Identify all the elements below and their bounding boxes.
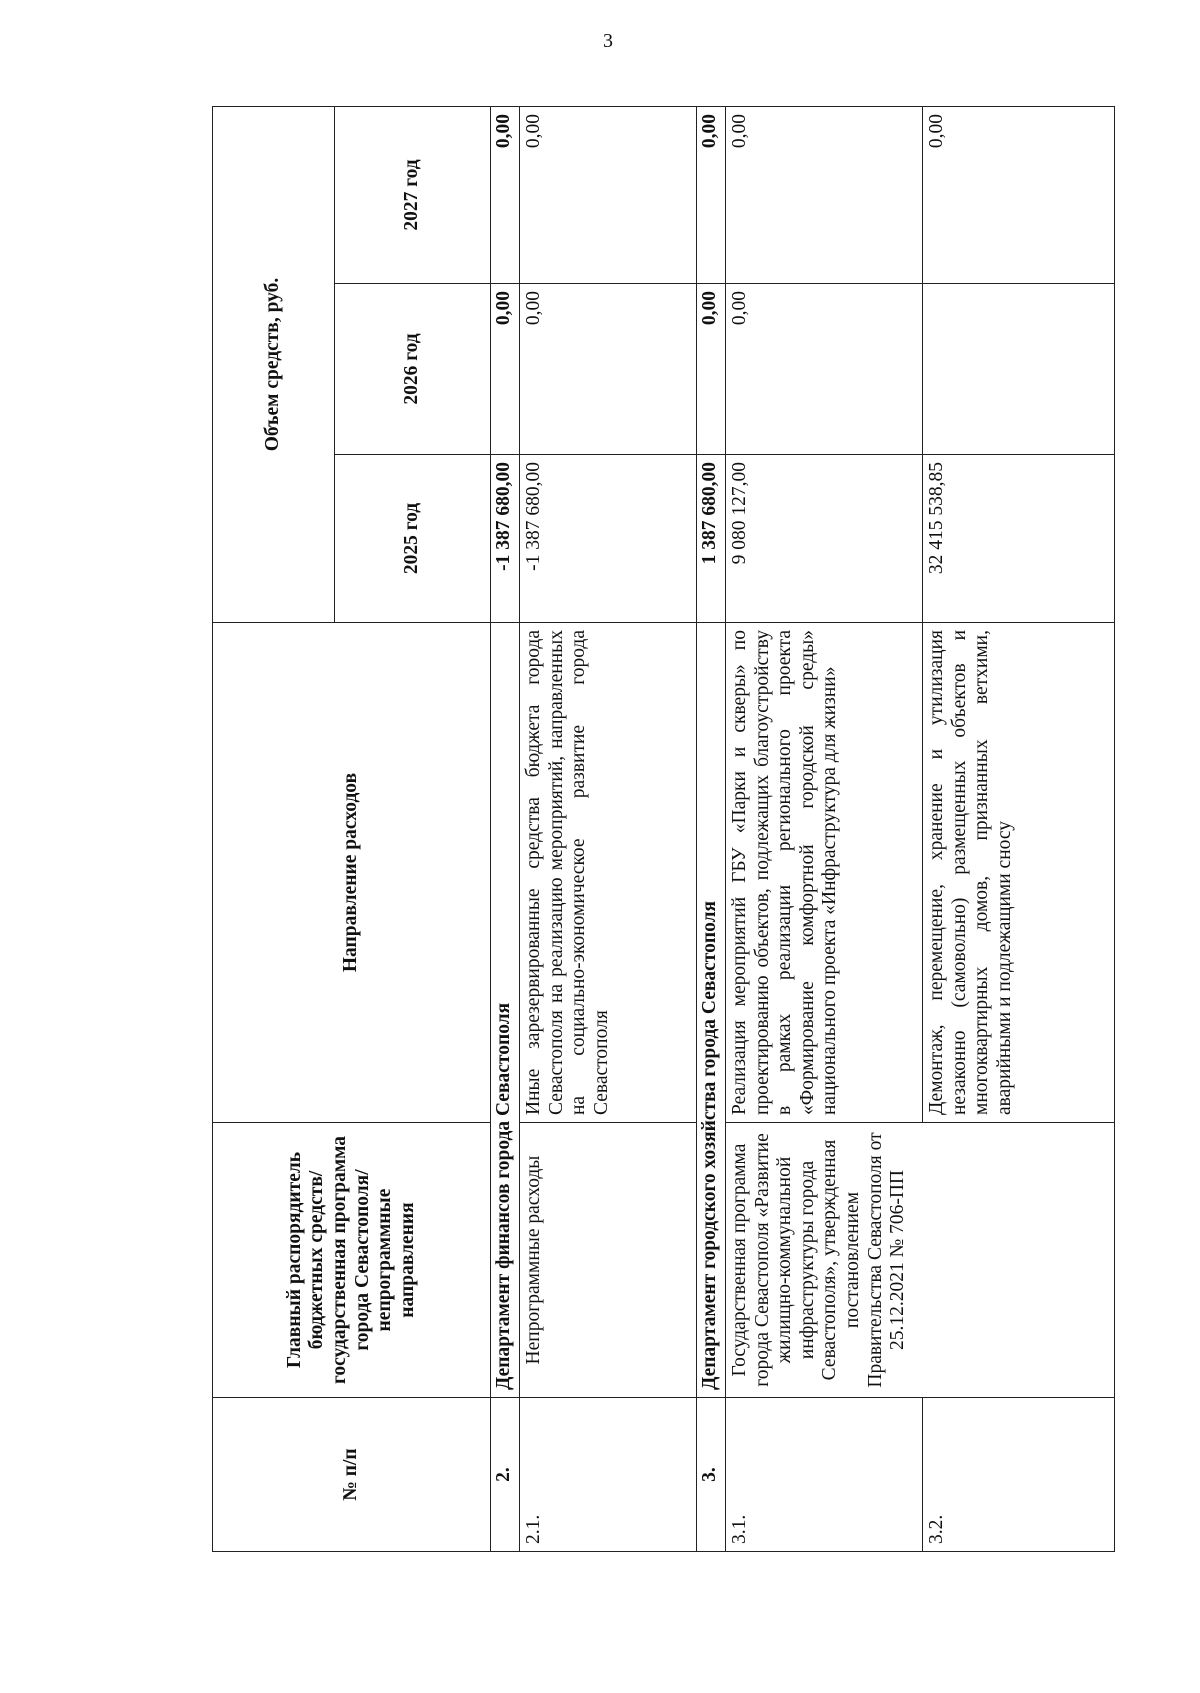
program-cell: Государственная программа города Севастополя «Развитие жилищно-коммунальной инфраструктуры города Севастополя», утвержденная постановлением Правительства Севастополя от 25.12.2021 № 706-ПП: [726, 1123, 1115, 1398]
table-row: [520, 106, 697, 1551]
row-num: 3.: [697, 1398, 726, 1552]
value-2027: 0,00: [520, 106, 697, 283]
header-direction: Направление расходов: [213, 623, 491, 1123]
row-num: 2.: [491, 1398, 520, 1552]
value-2027: 0,00: [697, 106, 726, 283]
direction-cell: Демонтаж, перемещение, хранение и утилизация незаконно (самовольно) размещенных объектов и многоквартирных домов, признанных ветхими, аварийными и подлежащими сносу: [923, 623, 1115, 1123]
header-manager: Главный распорядитель бюджетных средств/государственная программа города Севастополя/непрограммные направления: [213, 1123, 491, 1398]
dept-name: Департамент финансов города Севастополя: [491, 623, 520, 1398]
row-num: 3.2.: [923, 1398, 1115, 1552]
value-2026: [923, 284, 1115, 455]
rotated-table-container: [212, 107, 1095, 1552]
direction-cell: Иные зарезервированные средства бюджета города Севастополя на реализацию мероприятий, направленных на социально-экономическое развитие города Севастополя: [520, 623, 697, 1123]
budget-table: [212, 106, 1115, 1552]
direction-cell: Реализация мероприятий ГБУ «Парки и скверы» по проектированию объектов, подлежащих благоустройству в рамках реализации регионального проекта «Формирование комфортной городской среды» национального проекта «Инфраструктура для жизни»: [726, 623, 923, 1123]
header-volume: Объем средств, руб.: [213, 106, 335, 622]
row-num: 2.1.: [520, 1398, 697, 1552]
value-2026: 0,00: [491, 284, 520, 455]
header-row: [213, 106, 335, 1551]
value-2027: 0,00: [491, 106, 520, 283]
dept-name: Департамент городского хозяйства города Севастополя: [697, 623, 726, 1398]
dept-row-finance: [491, 106, 520, 1551]
value-2027: 0,00: [923, 106, 1115, 283]
header-num: № п/п: [213, 1398, 491, 1552]
row-num: 3.1.: [726, 1398, 923, 1552]
value-2026: 0,00: [697, 284, 726, 455]
value-2025: -1 387 680,00: [491, 455, 520, 623]
page-number: 3: [603, 30, 613, 52]
header-year-2027: 2027 год: [335, 106, 491, 283]
header-year-2026: 2026 год: [335, 284, 491, 455]
value-2026: 0,00: [726, 284, 923, 455]
value-2025: 32 415 538,85: [923, 455, 1115, 623]
program-cell: Непрограммные расходы: [520, 1123, 697, 1398]
value-2025: -1 387 680,00: [520, 455, 697, 623]
header-year-2025: 2025 год: [335, 455, 491, 623]
dept-row-city-economy: [697, 106, 726, 1551]
value-2026: 0,00: [520, 284, 697, 455]
value-2027: 0,00: [726, 106, 923, 283]
value-2025: 9 080 127,00: [726, 455, 923, 623]
table-row: [726, 106, 923, 1551]
value-2025: 1 387 680,00: [697, 455, 726, 623]
